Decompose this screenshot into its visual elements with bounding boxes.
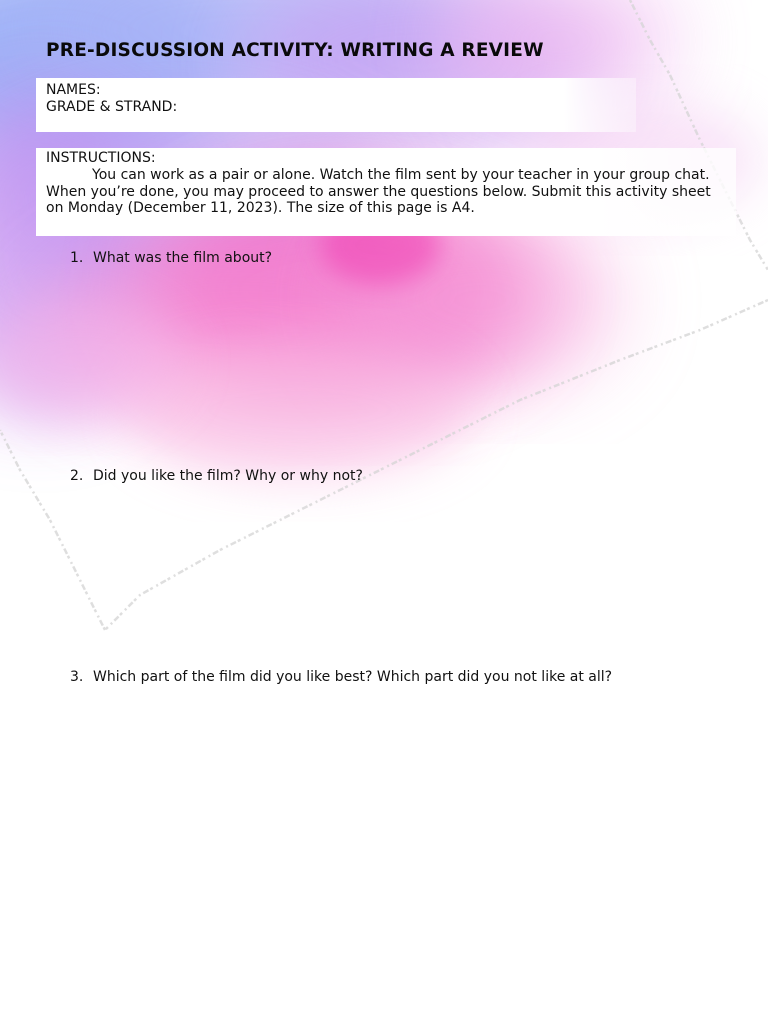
instructions-panel [36,148,736,236]
grade-strand-label: GRADE & STRAND: [46,99,178,115]
document-title: PRE-DISCUSSION ACTIVITY: WRITING A REVIEW [46,40,544,61]
question-number: 2. [70,468,84,484]
question-item [70,669,612,686]
question-item [70,250,272,267]
question-text: Did you like the film? Why or why not? [93,468,363,484]
question-text: What was the film about? [93,250,273,266]
question-number: 1. [70,250,84,266]
watercolor-wash [0,0,760,480]
instructions-body: You can work as a pair or alone. Watch the film sent by your teacher in your group chat. When you’re done, you may proceed to answer the questions below. Submit this activity sheet on Monday (December 11, 2023). The size of this page is A4. [46,167,711,216]
question-text: Which part of the film did you like best? Which part did you not like at all? [93,669,613,685]
instructions-heading: INSTRUCTIONS: [46,150,156,166]
question-number: 3. [70,669,84,685]
names-label: NAMES: [46,82,101,98]
question-item [70,468,363,485]
student-info-panel [36,78,636,132]
